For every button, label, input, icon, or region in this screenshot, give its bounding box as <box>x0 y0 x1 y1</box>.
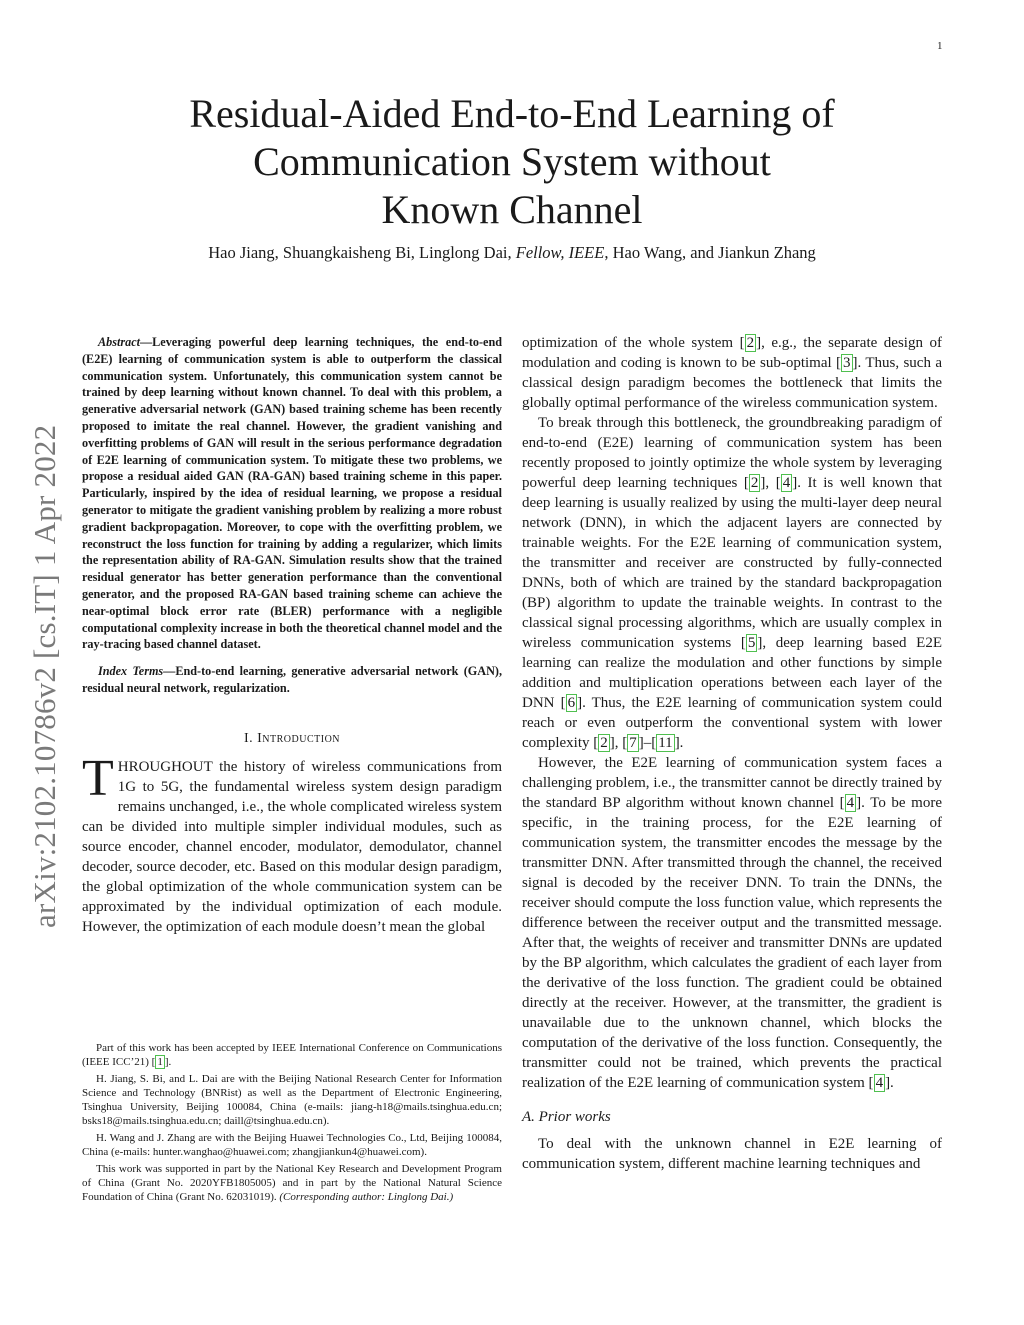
paragraph-e2e-paradigm <box>522 413 942 753</box>
footnote-2: H. Jiang, S. Bi, and L. Dai are with the Beijing National Research Center for Information Science and Technology (BNRist) as well as the Department of Electronic Engineering, Tsinghua University, Beijing 100084, China (e-mails: jiang-h18@mails.tsinghua.edu.cn; bsks18@mails.tsinghua.edu.cn; daill@tsinghua.edu.cn). <box>82 1073 502 1127</box>
citation-link[interactable]: 7 <box>629 735 637 751</box>
intro-paragraph <box>82 749 502 937</box>
footnote-4-text: This work was supported in part by the National Key Research and Development Program of China (Grant No. 2020YFB1805005) and in part by the National Natural Science Foundation of China (Grant No. 62031019). <box>82 1163 502 1203</box>
citation-link[interactable]: 6 <box>567 695 576 711</box>
footnotes <box>82 1041 502 1207</box>
section-title: Introduction <box>257 730 341 746</box>
text-run: ], [ <box>609 735 628 751</box>
text-run: ]–[ <box>638 735 657 751</box>
text-run: ], deep learning based E2E learning can realize the modulation and other functions by simple addition and multiplication operations between each layer of the DNN [ <box>522 635 942 711</box>
page-number: 1 <box>937 40 943 52</box>
citation-link[interactable]: 4 <box>875 1075 884 1091</box>
text-run: To break through this bottleneck, the groundbreaking paradigm of end-to-end (E2E) learning of communication system has been recently proposed to jointly optimize the whole system by leveraging powerful deep learning techniques [ <box>522 415 942 491</box>
text-run: ]. <box>885 1075 894 1091</box>
section-heading-introduction <box>82 731 502 747</box>
footnote-3: H. Wang and J. Zhang are with the Beijing Huawei Technologies Co., Ltd, Beijing 100084, China (e-mails: hunter.wanghao@huawei.com; zhangjiankun4@huawei.com). <box>82 1132 502 1158</box>
subsection-heading-prior-works: A. Prior works <box>522 1109 611 1125</box>
footnote-1-text: Part of this work has been accepted by IEEE International Conference on Communications (IEEE ICC’21) [ <box>82 1042 502 1068</box>
title-line-1: Residual-Aided End-to-End Learning of <box>189 91 835 136</box>
abstract <box>82 334 502 653</box>
citation-link[interactable]: 3 <box>843 355 851 371</box>
drop-cap: T <box>82 749 114 807</box>
citation-link[interactable]: 4 <box>782 475 791 491</box>
citation-link[interactable]: 2 <box>746 335 755 351</box>
paragraph-prior-works: To deal with the unknown channel in E2E learning of communication system, different machine learning techniques and <box>522 1136 942 1172</box>
citation-link[interactable]: 1 <box>157 1056 163 1068</box>
arxiv-identifier-stamp: arXiv:2102.10786v2 [cs.IT] 1 Apr 2022 <box>27 424 62 928</box>
text-run: ]. Thus, such a classical design paradigm becomes the bottleneck that limits the globally optimal performance of the wireless communication system. <box>522 355 942 411</box>
paragraph-continued <box>522 333 942 413</box>
right-column <box>522 333 942 1174</box>
abstract-text: —Leveraging powerful deep learning techniques, the end-to-end (E2E) learning of communication system is able to outperform the classical communication system. Unfortunately, this communication system cannot be trained by deep learning without known channel. To deal with this problem, a generative adversarial network (GAN) based training scheme has been recently proposed to imitate the real channel. However, the gradient vanishing and overfitting problems of GAN will result in the serious performance degradation of E2E learning of communication system. To mitigate these two problems, we propose a residual aided GAN (RA-GAN) based training scheme in this paper. Particularly, inspired by the idea of residual learning, we propose a residual generator to mitigate the gradient vanishing problem by realizing a more robust gradient backpropagation. Moreover, to cope with the overfitting problem, we reconstruct the loss function for training by adding a regularizer, which limits the representation ability of RA-GAN. Simulation results show that the trained residual generator has better generation performance than the conventional generator, and the proposed RA-GAN based training scheme can achieve the near-optimal block error rate (BLER) performance with a negligible computational complexity increase in both the theoretical channel model and the ray-tracing based channel dataset. <box>82 335 502 652</box>
citation-link[interactable]: 4 <box>846 795 855 811</box>
text-run: ], [ <box>760 475 781 491</box>
citation-link[interactable]: 5 <box>747 635 756 651</box>
citation-link[interactable]: 2 <box>750 475 759 491</box>
footnote-4 <box>82 1162 502 1204</box>
author-list <box>100 243 924 263</box>
authors-fellow: Fellow, IEEE <box>515 243 605 262</box>
text-run: ], e.g., the separate design of modulation and coding is known to be sub-optimal [ <box>522 335 942 371</box>
text-run: ]. To be more specific, in the training process, for the E2E learning of communication system, the transmitter encodes the message by the transmitter DNN. After transmitted through the channel, the received signal is decoded by the receiver DNN. To train the DNNs, the receiver should compute the loss function value, which represents the difference between the receiver output and the transmitted message. After that, the weights of receiver and transmitter DNNs are updated by the BP algorithm, which calculates the gradient of each layer from the derivative of the loss function. The gradient could be obtained directly at the receiver. However, at the transmitter, the gradient is unavailable due to the unknown channel, which blocks the computation of the derivative of the loss function. Consequently, the transmitter could not be trained, which prevents the practical realization of the E2E learning of communication system [ <box>522 795 942 1091</box>
title-line-2: Communication System without <box>253 139 771 184</box>
paper-title <box>150 90 874 234</box>
text-run: However, the E2E learning of communication system faces a challenging problem, i.e., the transmitter cannot be directly trained by the standard BP algorithm without known channel [ <box>522 755 942 811</box>
footnote-1-end: ]. <box>164 1056 172 1068</box>
text-run: ]. It is well known that deep learning is usually realized by using the multi-layer deep neural network (DNN), in which the adjacent layers are connected by trainable weights. For the E2E learning of communication system, the transmitter and receiver are constructed by fully-connected DNNs, both of which are trained by the standard backpropagation (BP) algorithm to update the trainable weights. In contrast to the classical signal processing algorithms, which are usually complex in wireless communication systems [ <box>522 475 942 651</box>
text-run: optimization of the whole system [ <box>522 335 745 351</box>
text-run: ]. Thus, the E2E learning of communication system could reach or even outperform the conventional system with lower complexity [ <box>522 695 942 751</box>
corresponding-author: (Corresponding author: Linglong Dai.) <box>279 1191 454 1203</box>
intro-text: HROUGHOUT the history of wireless communications from 1G to 5G, the fundamental wireless system design paradigm remains unchanged, i.e., the whole complicated wireless system can be divided into multiple simpler individual modules, such as source encoder, channel encoder, modulator, demodulator, channel decoder, source decoder, etc. Based on this modular design paradigm, the global optimization of the whole communication system can be approximated by the individual optimization of each module. However, the optimization of each module doesn’t mean the global <box>82 758 502 935</box>
abstract-label: Abstract <box>98 335 140 349</box>
index-terms <box>82 663 502 697</box>
index-terms-label: Index Terms <box>98 664 164 679</box>
citation-link[interactable]: 2 <box>600 735 608 751</box>
footnote-1 <box>82 1041 502 1069</box>
text-run: ]. <box>674 735 684 751</box>
index-terms-text: —End-to-end learning, generative adversarial network (GAN), residual neural network, regularization. <box>82 664 502 695</box>
paragraph-challenge <box>522 753 942 1093</box>
left-column <box>82 334 502 937</box>
section-numeral: I. <box>243 730 258 746</box>
authors-before: Hao Jiang, Shuangkaisheng Bi, Linglong Dai, <box>208 243 516 262</box>
citation-link[interactable]: 11 <box>658 735 673 751</box>
authors-after: , Hao Wang, and Jiankun Zhang <box>604 243 816 262</box>
title-line-3: Known Channel <box>381 187 643 232</box>
